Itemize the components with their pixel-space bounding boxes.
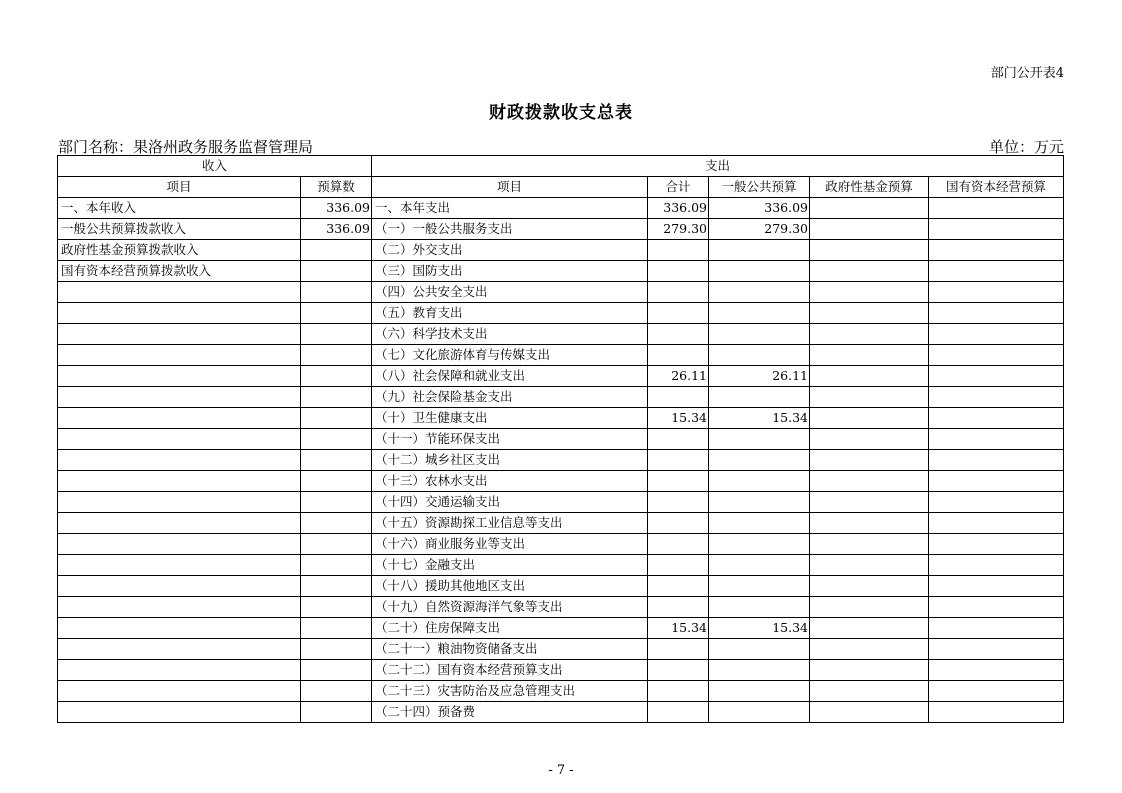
total-cell: [648, 660, 709, 681]
total-cell: [648, 345, 709, 366]
state-capital-cell: [929, 345, 1064, 366]
state-capital-cell: [929, 702, 1064, 723]
expense-item-cell: （十九）自然资源海洋气象等支出: [372, 597, 648, 618]
total-cell: [648, 639, 709, 660]
table-row: [58, 660, 1064, 681]
total-cell: [648, 303, 709, 324]
state-capital-cell: [929, 534, 1064, 555]
general-budget-cell: [709, 282, 810, 303]
income-budget-cell: [301, 702, 372, 723]
table-row: [58, 366, 1064, 387]
general-budget-cell: [709, 702, 810, 723]
total-cell: [648, 555, 709, 576]
table-row: [58, 492, 1064, 513]
total-cell: 15.34: [648, 618, 709, 639]
expense-item-cell: （三）国防支出: [372, 261, 648, 282]
income-budget-cell: [301, 282, 372, 303]
income-item-cell: [58, 303, 301, 324]
total-cell: 26.11: [648, 366, 709, 387]
income-budget-cell: [301, 639, 372, 660]
income-budget-cell: 336.09: [301, 219, 372, 240]
general-budget-cell: [709, 261, 810, 282]
total-cell: [648, 240, 709, 261]
gov-fund-cell: [810, 345, 929, 366]
expense-item-cell: （七）文化旅游体育与传媒支出: [372, 345, 648, 366]
state-capital-cell: [929, 450, 1064, 471]
total-cell: [648, 681, 709, 702]
expense-item-cell: （二十三）灾害防治及应急管理支出: [372, 681, 648, 702]
income-item-cell: 国有资本经营预算拨款收入: [58, 261, 301, 282]
state-capital-cell: [929, 513, 1064, 534]
table-row: [58, 387, 1064, 408]
income-item-cell: [58, 429, 301, 450]
table-row: [58, 471, 1064, 492]
state-capital-cell: [929, 408, 1064, 429]
col-header-expense-item: 项目: [372, 177, 648, 198]
total-cell: [648, 429, 709, 450]
gov-fund-cell: [810, 555, 929, 576]
col-header-income-item: 项目: [58, 177, 301, 198]
gov-fund-cell: [810, 576, 929, 597]
general-budget-cell: 279.30: [709, 219, 810, 240]
income-budget-cell: [301, 597, 372, 618]
income-item-cell: [58, 660, 301, 681]
expense-item-cell: （五）教育支出: [372, 303, 648, 324]
gov-fund-cell: [810, 681, 929, 702]
table-row: [58, 555, 1064, 576]
total-cell: [648, 576, 709, 597]
table-row: [58, 429, 1064, 450]
gov-fund-cell: [810, 618, 929, 639]
general-budget-cell: 15.34: [709, 618, 810, 639]
gov-fund-cell: [810, 219, 929, 240]
income-item-cell: [58, 450, 301, 471]
total-cell: [648, 282, 709, 303]
total-cell: [648, 534, 709, 555]
expense-item-cell: （四）公共安全支出: [372, 282, 648, 303]
state-capital-cell: [929, 597, 1064, 618]
expense-header: 支出: [372, 156, 1064, 177]
total-cell: 336.09: [648, 198, 709, 219]
state-capital-cell: [929, 471, 1064, 492]
table-row: [58, 513, 1064, 534]
income-budget-cell: [301, 534, 372, 555]
income-budget-cell: [301, 303, 372, 324]
table-row: [58, 261, 1064, 282]
general-budget-cell: [709, 639, 810, 660]
table-row: [58, 408, 1064, 429]
general-budget-cell: [709, 513, 810, 534]
header-row-groups: [58, 156, 1064, 177]
state-capital-cell: [929, 324, 1064, 345]
income-item-cell: [58, 618, 301, 639]
general-budget-cell: [709, 681, 810, 702]
income-header: 收入: [58, 156, 372, 177]
income-budget-cell: [301, 429, 372, 450]
general-budget-cell: [709, 660, 810, 681]
expense-item-cell: （二）外交支出: [372, 240, 648, 261]
total-cell: [648, 450, 709, 471]
expense-item-cell: （十五）资源勘探工业信息等支出: [372, 513, 648, 534]
state-capital-cell: [929, 198, 1064, 219]
income-item-cell: [58, 324, 301, 345]
total-cell: [648, 597, 709, 618]
expense-item-cell: （十四）交通运输支出: [372, 492, 648, 513]
table-row: [58, 639, 1064, 660]
gov-fund-cell: [810, 408, 929, 429]
gov-fund-cell: [810, 450, 929, 471]
income-budget-cell: [301, 513, 372, 534]
total-cell: [648, 471, 709, 492]
income-item-cell: [58, 702, 301, 723]
expense-item-cell: （二十二）国有资本经营预算支出: [372, 660, 648, 681]
expense-item-cell: （十三）农林水支出: [372, 471, 648, 492]
gov-fund-cell: [810, 513, 929, 534]
general-budget-cell: [709, 471, 810, 492]
general-budget-cell: [709, 240, 810, 261]
income-item-cell: [58, 345, 301, 366]
general-budget-cell: [709, 345, 810, 366]
income-budget-cell: [301, 618, 372, 639]
total-cell: [648, 492, 709, 513]
expense-item-cell: （十七）金融支出: [372, 555, 648, 576]
gov-fund-cell: [810, 660, 929, 681]
table-row: [58, 681, 1064, 702]
gov-fund-cell: [810, 702, 929, 723]
table-row: [58, 324, 1064, 345]
gov-fund-cell: [810, 492, 929, 513]
state-capital-cell: [929, 555, 1064, 576]
income-budget-cell: [301, 324, 372, 345]
gov-fund-cell: [810, 429, 929, 450]
unit-label: 单位：万元: [988, 138, 1064, 156]
gov-fund-cell: [810, 303, 929, 324]
general-budget-cell: [709, 555, 810, 576]
general-budget-cell: [709, 387, 810, 408]
gov-fund-cell: [810, 324, 929, 345]
header-row-columns: [58, 177, 1064, 198]
income-item-cell: [58, 408, 301, 429]
total-cell: [648, 513, 709, 534]
state-capital-cell: [929, 618, 1064, 639]
income-budget-cell: [301, 471, 372, 492]
page-title: 财政拨款收支总表: [489, 103, 633, 123]
gov-fund-cell: [810, 198, 929, 219]
state-capital-cell: [929, 282, 1064, 303]
general-budget-cell: 26.11: [709, 366, 810, 387]
col-header-total: 合计: [648, 177, 709, 198]
gov-fund-cell: [810, 471, 929, 492]
table-row: [58, 240, 1064, 261]
general-budget-cell: [709, 576, 810, 597]
expense-item-cell: （八）社会保障和就业支出: [372, 366, 648, 387]
state-capital-cell: [929, 303, 1064, 324]
income-item-cell: [58, 282, 301, 303]
col-header-state-capital: 国有资本经营预算: [929, 177, 1064, 198]
income-item-cell: 一、本年收入: [58, 198, 301, 219]
general-budget-cell: [709, 324, 810, 345]
income-item-cell: [58, 639, 301, 660]
gov-fund-cell: [810, 597, 929, 618]
state-capital-cell: [929, 387, 1064, 408]
page-number: - 7 -: [548, 763, 574, 778]
table-row: [58, 219, 1064, 240]
total-cell: 15.34: [648, 408, 709, 429]
gov-fund-cell: [810, 240, 929, 261]
expense-item-cell: （六）科学技术支出: [372, 324, 648, 345]
col-header-general-budget: 一般公共预算: [709, 177, 810, 198]
income-item-cell: [58, 534, 301, 555]
state-capital-cell: [929, 639, 1064, 660]
income-item-cell: [58, 492, 301, 513]
state-capital-cell: [929, 219, 1064, 240]
general-budget-cell: [709, 534, 810, 555]
budget-table: [57, 155, 1064, 723]
general-budget-cell: 15.34: [709, 408, 810, 429]
income-item-cell: [58, 471, 301, 492]
expense-item-cell: （十一）节能环保支出: [372, 429, 648, 450]
state-capital-cell: [929, 240, 1064, 261]
income-item-cell: [58, 387, 301, 408]
table-row: [58, 702, 1064, 723]
table-number-label: 部门公开表4: [990, 66, 1064, 81]
income-item-cell: [58, 681, 301, 702]
state-capital-cell: [929, 261, 1064, 282]
total-cell: [648, 702, 709, 723]
expense-item-cell: （十六）商业服务业等支出: [372, 534, 648, 555]
income-item-cell: 政府性基金预算拨款收入: [58, 240, 301, 261]
general-budget-cell: [709, 303, 810, 324]
gov-fund-cell: [810, 261, 929, 282]
income-budget-cell: [301, 366, 372, 387]
table-row: [58, 450, 1064, 471]
income-budget-cell: [301, 387, 372, 408]
income-budget-cell: [301, 261, 372, 282]
general-budget-cell: [709, 492, 810, 513]
general-budget-cell: [709, 597, 810, 618]
income-budget-cell: [301, 450, 372, 471]
gov-fund-cell: [810, 639, 929, 660]
income-budget-cell: [301, 555, 372, 576]
general-budget-cell: 336.09: [709, 198, 810, 219]
state-capital-cell: [929, 681, 1064, 702]
income-budget-cell: [301, 660, 372, 681]
gov-fund-cell: [810, 534, 929, 555]
state-capital-cell: [929, 660, 1064, 681]
expense-item-cell: （二十）住房保障支出: [372, 618, 648, 639]
table-row: [58, 618, 1064, 639]
department-name: 部门名称：果洛州政务服务监督管理局: [58, 138, 314, 156]
income-budget-cell: [301, 408, 372, 429]
expense-item-cell: （十二）城乡社区支出: [372, 450, 648, 471]
expense-item-cell: （十）卫生健康支出: [372, 408, 648, 429]
general-budget-cell: [709, 429, 810, 450]
income-budget-cell: [301, 576, 372, 597]
state-capital-cell: [929, 492, 1064, 513]
expense-item-cell: （一）一般公共服务支出: [372, 219, 648, 240]
col-header-gov-fund: 政府性基金预算: [810, 177, 929, 198]
expense-item-cell: （十八）援助其他地区支出: [372, 576, 648, 597]
income-item-cell: [58, 555, 301, 576]
table-row: [58, 282, 1064, 303]
gov-fund-cell: [810, 387, 929, 408]
income-budget-cell: 336.09: [301, 198, 372, 219]
income-item-cell: 一般公共预算拨款收入: [58, 219, 301, 240]
gov-fund-cell: [810, 366, 929, 387]
income-budget-cell: [301, 492, 372, 513]
total-cell: [648, 324, 709, 345]
table-row: [58, 597, 1064, 618]
expense-item-cell: （九）社会保险基金支出: [372, 387, 648, 408]
total-cell: [648, 261, 709, 282]
income-item-cell: [58, 576, 301, 597]
income-item-cell: [58, 597, 301, 618]
table-row: [58, 303, 1064, 324]
state-capital-cell: [929, 429, 1064, 450]
income-budget-cell: [301, 681, 372, 702]
income-budget-cell: [301, 345, 372, 366]
expense-item-cell: 一、本年支出: [372, 198, 648, 219]
state-capital-cell: [929, 366, 1064, 387]
expense-item-cell: （二十四）预备费: [372, 702, 648, 723]
gov-fund-cell: [810, 282, 929, 303]
table-row: [58, 534, 1064, 555]
table-row: [58, 345, 1064, 366]
total-cell: 279.30: [648, 219, 709, 240]
income-item-cell: [58, 366, 301, 387]
income-item-cell: [58, 513, 301, 534]
total-cell: [648, 387, 709, 408]
table-row: [58, 576, 1064, 597]
table-row: [58, 198, 1064, 219]
income-budget-cell: [301, 240, 372, 261]
state-capital-cell: [929, 576, 1064, 597]
expense-item-cell: （二十一）粮油物资储备支出: [372, 639, 648, 660]
general-budget-cell: [709, 450, 810, 471]
col-header-budget: 预算数: [301, 177, 372, 198]
